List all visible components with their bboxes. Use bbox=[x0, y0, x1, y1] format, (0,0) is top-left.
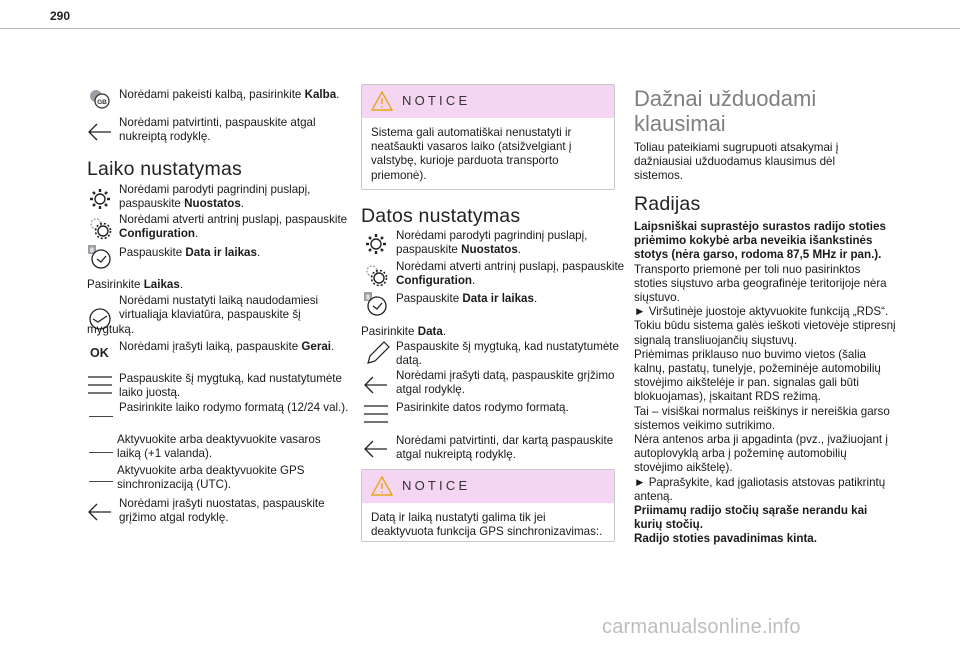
entry-configuration: Norėdami atverti antrinį puslapį, paspauskite Configuration. bbox=[119, 213, 348, 241]
entry-save-time: Norėdami įrašyti laiką, paspauskite Gerai. bbox=[119, 340, 335, 353]
entry-save-date: Norėdami įrašyti datą, paspauskite grįžimo atgal rodyklę. bbox=[396, 369, 615, 397]
entry-save-settings: Norėdami įrašyti nuostatas, paspauskite grįžimo atgal rodyklę. bbox=[119, 497, 325, 525]
faq-answer: Nėra antenos arba ji apgadinta (pvz., įvažiuojant į autoplovyklą arba į požeminę automobilių stovėjimo aikštelę). bbox=[634, 433, 888, 475]
faq-answer: Priėmimas priklauso nuo buvimo vietos (šalia kalnų, pastatų, tunelyje, požeminėje automobilių stovėjimo aikštelėje ir pan. signalas gali būti blokuojamas), įskaitant RDS režimą. bbox=[634, 347, 881, 404]
notice-body: Sistema gali automatiškai nenustatyti ir neatšaukti vasaros laiko (atsižvelgiant į valstybę, kurioje parduota transporto priemonė). bbox=[371, 126, 572, 182]
svg-text:GB: GB bbox=[97, 99, 107, 106]
svg-text:8: 8 bbox=[366, 294, 370, 302]
entry-timezone: Paspauskite šį mygtuką, kad nustatytumėte laiko juostą. bbox=[119, 372, 342, 400]
faq-answer: Transporto priemonė per toli nuo pasirinktos stoties siųstuvo arba geografinėje teritorijoje nėra siųstuvo. bbox=[634, 262, 887, 305]
back-arrow-icon bbox=[363, 436, 389, 462]
flag-gb-icon bbox=[87, 86, 113, 112]
section-heading-radio: Radijas bbox=[634, 193, 701, 215]
entry-time-format: Pasirinkite laiko rodymo formatą (12/24 val.). bbox=[119, 401, 349, 414]
faq-answer: Tai – visiškai normalus reiškinys ir nereiškia garso sistemos veikimo sutrikimo. bbox=[634, 404, 890, 432]
toggle-line-icon bbox=[89, 416, 113, 417]
pencil-icon bbox=[365, 340, 391, 366]
entry-datetime: Paspauskite Data ir laikas. bbox=[119, 246, 261, 259]
back-arrow-icon bbox=[87, 499, 113, 525]
section-heading-time: Laiko nustatymas bbox=[87, 158, 242, 180]
notice-header bbox=[362, 470, 614, 503]
notice-body: Datą ir laiką nustatyti galima tik jei deaktyvuota funkcija GPS sinchronizavimas:. bbox=[371, 511, 603, 539]
gears-icon bbox=[363, 262, 389, 288]
gears-icon bbox=[87, 215, 113, 241]
clock-icon bbox=[363, 291, 389, 317]
entry-configuration: Norėdami atverti antrinį puslapį, paspauskite Configuration. bbox=[396, 260, 625, 288]
faq-content bbox=[634, 220, 896, 547]
entry-dst: Aktyvuokite arba deaktyvuokite vasaros laiką (+1 valanda). bbox=[117, 433, 321, 461]
ok-icon: OK bbox=[90, 346, 109, 360]
toggle-line-icon bbox=[89, 481, 113, 482]
notice-header bbox=[362, 85, 614, 118]
watermark: carmanualsonline.info bbox=[602, 616, 801, 638]
entry-set-date: Paspauskite šį mygtuką, kad nustatytumėte datą. bbox=[396, 340, 619, 368]
notice-box-1 bbox=[361, 84, 615, 190]
entry-datetime: Paspauskite Data ir laikas. bbox=[396, 292, 538, 305]
warning-triangle-icon bbox=[371, 476, 393, 496]
faq-question: Radijo stoties pavadinimas kinta. bbox=[634, 532, 817, 546]
notice-title: NOTICE bbox=[402, 478, 471, 493]
page-number: 290 bbox=[50, 9, 71, 23]
entry-date-format: Pasirinkite datos rodymo formatą. bbox=[396, 401, 569, 414]
entry-gps-sync: Aktyvuokite arba deaktyvuokite GPS sinchronizaciją (UTC). bbox=[117, 464, 305, 492]
select-time-label: Pasirinkite Laikas. bbox=[87, 278, 184, 291]
section-heading-date: Datos nustatymas bbox=[361, 205, 521, 227]
gear-icon bbox=[363, 231, 389, 257]
clock-icon bbox=[87, 244, 113, 270]
warning-triangle-icon bbox=[371, 91, 393, 111]
header-divider bbox=[0, 28, 960, 29]
entry-confirm-again: Norėdami patvirtinti, dar kartą paspauskite atgal nukreiptą rodyklę. bbox=[396, 434, 614, 462]
entry-settings: Norėdami parodyti pagrindinį puslapį, paspauskite Nuostatos. bbox=[396, 229, 588, 257]
svg-text:8: 8 bbox=[90, 247, 94, 255]
menu-icon bbox=[87, 372, 113, 398]
entry-virtual-keyboard: Norėdami nustatyti laiką naudodamiesi virtualiąja klaviatūra, paspauskite šį bbox=[119, 294, 319, 322]
menu-icon bbox=[363, 401, 389, 427]
notice-title: NOTICE bbox=[402, 93, 471, 108]
select-date-label: Pasirinkite Data. bbox=[361, 325, 447, 338]
intro-text: Toliau pateikiami sugrupuoti atsakymai į dažniausiai užduodamus klausimus dėl sistemos. bbox=[634, 141, 839, 183]
back-arrow-icon bbox=[363, 372, 389, 398]
entry-virtual-keyboard-end: mygtuką. bbox=[87, 323, 135, 336]
entry-confirm: Norėdami patvirtinti, paspauskite atgal nukreiptą rodyklę. bbox=[119, 116, 316, 144]
faq-answer: ► Paprašykite, kad įgaliotasis atstovas patikrintų anteną. bbox=[634, 475, 886, 503]
page-title: Dažnai užduodami klausimai bbox=[634, 86, 817, 136]
toggle-line-icon bbox=[89, 452, 113, 453]
back-arrow-icon bbox=[87, 119, 113, 145]
faq-question: Laipsniškai suprastėjo surastos radijo stoties priėmimo kokybė arba neveikia išankstinės stotys (nėra garso, rodoma 87,5 MHz ir pan.). bbox=[634, 220, 886, 262]
gear-icon bbox=[87, 186, 113, 212]
entry-settings: Norėdami parodyti pagrindinį puslapį, paspauskite Nuostatos. bbox=[119, 183, 311, 211]
entry-language: Norėdami pakeisti kalbą, pasirinkite Kalba. bbox=[119, 88, 340, 101]
notice-box-2 bbox=[361, 469, 615, 542]
faq-answer: ► Viršutinėje juostoje aktyvuokite funkciją „RDS“. Tokiu būdu sistema galės ieškoti vietovėje stipresnį signalą transliuojančių siųstuvų. bbox=[634, 305, 896, 347]
faq-question: Priimamų radijo stočių sąraše nerandu kai kurių stočių. bbox=[634, 504, 868, 532]
